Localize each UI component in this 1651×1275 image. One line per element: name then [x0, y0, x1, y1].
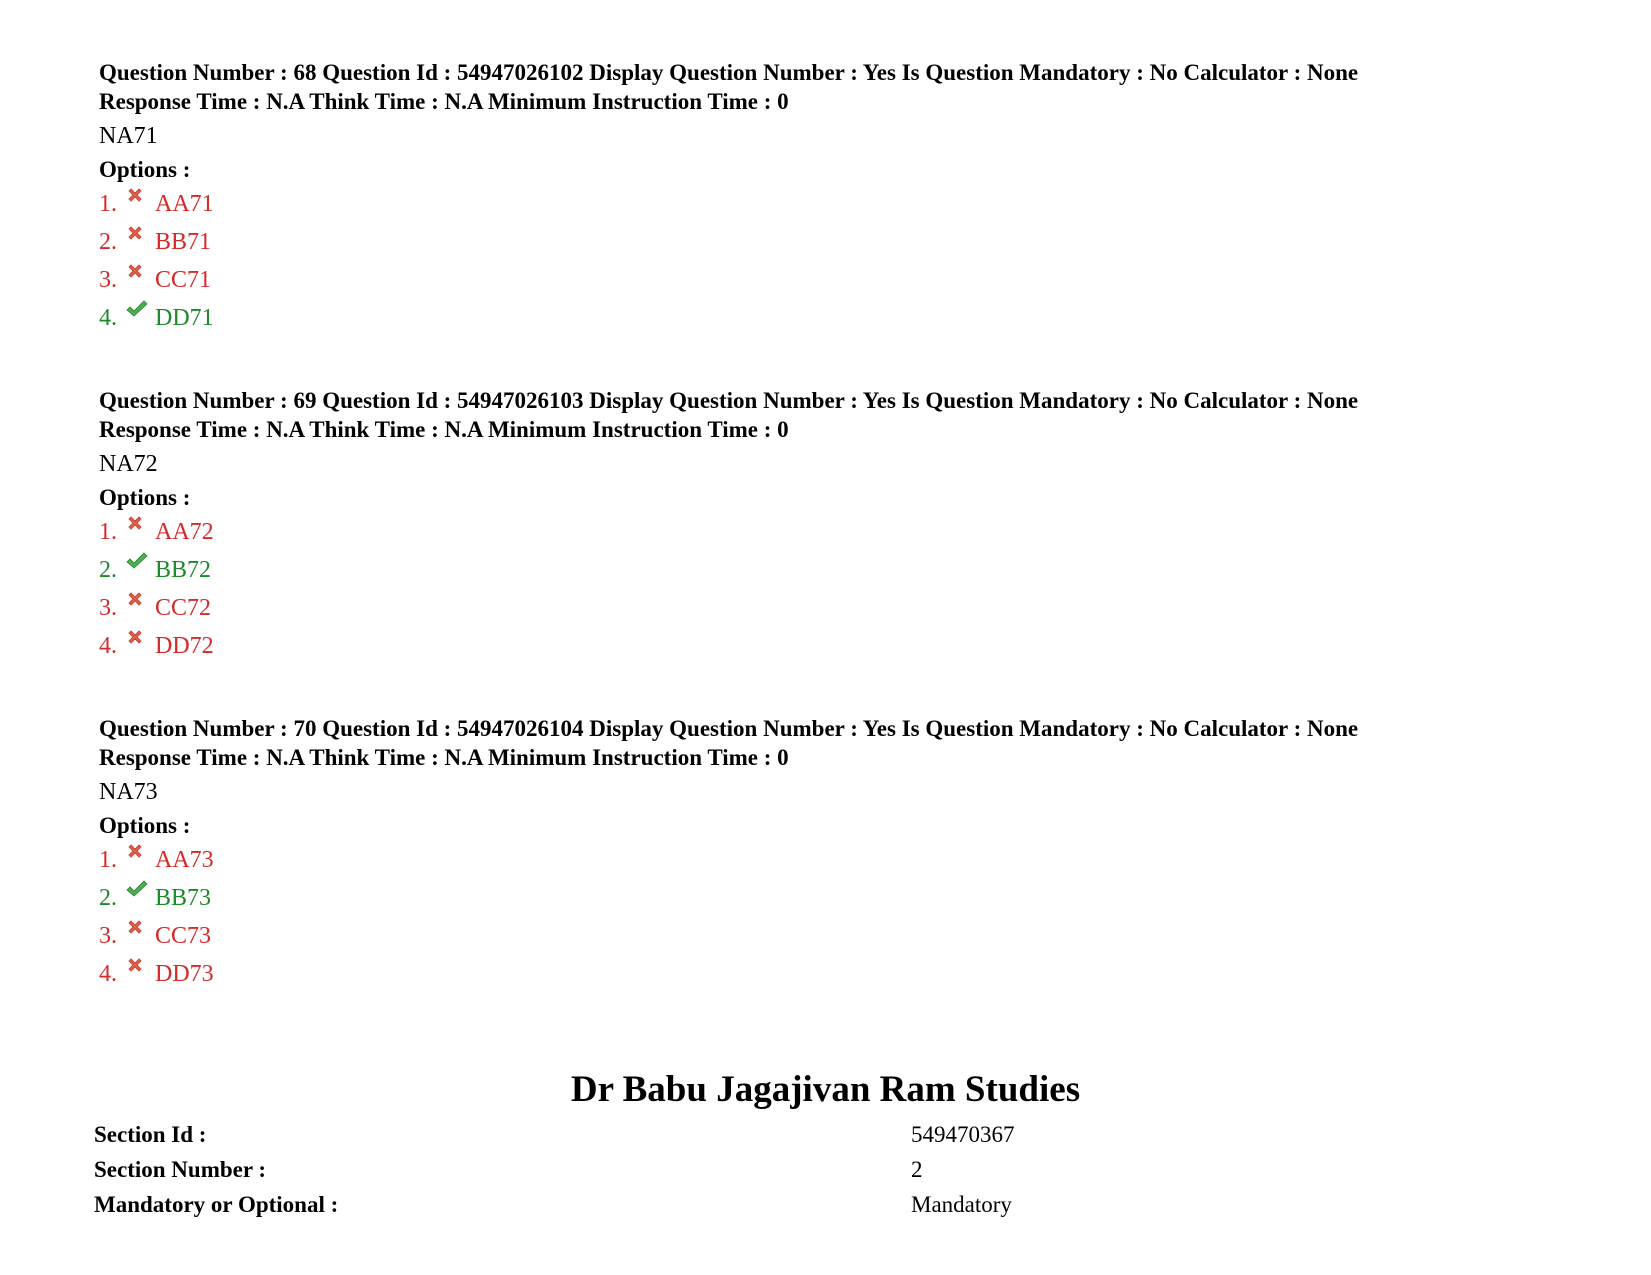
option-text: AA73 — [155, 847, 214, 873]
option-item — [99, 551, 1579, 589]
question-meta-line1: Question Number : 68 Question Id : 54947026102 Display Question Number : Yes Is Question Mandatory : No Calculator : None — [99, 60, 1359, 85]
option-number: 1. — [99, 519, 117, 545]
cross-icon — [125, 519, 155, 545]
question-meta-line2: Response Time : N.A Think Time : N.A Minimum Instruction Time : 0 — [99, 745, 789, 770]
option-text: AA72 — [155, 519, 214, 545]
option-text: DD73 — [155, 961, 214, 987]
cross-icon — [125, 633, 155, 659]
option-number: 2. — [99, 229, 117, 255]
question-meta-line1: Question Number : 70 Question Id : 54947026104 Display Question Number : Yes Is Question Mandatory : No Calculator : None — [99, 716, 1359, 741]
question-meta-line2: Response Time : N.A Think Time : N.A Minimum Instruction Time : 0 — [99, 417, 789, 442]
option-text: DD72 — [155, 633, 214, 659]
question-meta-line1: Question Number : 69 Question Id : 54947026103 Display Question Number : Yes Is Question Mandatory : No Calculator : None — [99, 388, 1359, 413]
question-text: NA71 — [99, 123, 158, 149]
option-text: CC73 — [155, 923, 212, 949]
option-text: AA71 — [155, 191, 214, 217]
option-item — [99, 261, 1579, 299]
option-text: BB71 — [155, 229, 212, 255]
check-icon — [125, 305, 155, 331]
options-label: Options : — [99, 485, 191, 510]
option-text: DD71 — [155, 305, 214, 331]
option-number: 3. — [99, 923, 117, 949]
cross-icon — [125, 191, 155, 217]
section-title: Dr Babu Jagajivan Ram Studies — [570, 1069, 1081, 1110]
cross-icon — [125, 595, 155, 621]
section-number-value: 2 — [911, 1157, 923, 1182]
option-text: CC72 — [155, 595, 212, 621]
cross-icon — [125, 961, 155, 987]
option-number: 4. — [99, 961, 117, 987]
options-list — [99, 841, 1579, 993]
option-number: 4. — [99, 305, 117, 331]
question-block — [99, 58, 1579, 337]
option-item — [99, 917, 1579, 955]
option-number: 1. — [99, 847, 117, 873]
section-id-value: 549470367 — [911, 1122, 1015, 1147]
question-meta-line2: Response Time : N.A Think Time : N.A Minimum Instruction Time : 0 — [99, 89, 789, 114]
option-number: 3. — [99, 595, 117, 621]
option-item — [99, 299, 1579, 337]
check-icon — [125, 885, 155, 911]
options-label: Options : — [99, 157, 191, 182]
option-text: BB72 — [155, 557, 212, 583]
option-number: 4. — [99, 633, 117, 659]
option-item — [99, 513, 1579, 551]
option-number: 2. — [99, 885, 117, 911]
option-item — [99, 955, 1579, 993]
question-text: NA73 — [99, 779, 158, 805]
cross-icon — [125, 847, 155, 873]
option-text: BB73 — [155, 885, 212, 911]
mandatory-or-optional-label: Mandatory or Optional : — [94, 1192, 339, 1217]
option-text: CC71 — [155, 267, 212, 293]
options-list — [99, 185, 1579, 337]
options-label: Options : — [99, 813, 191, 838]
option-number: 3. — [99, 267, 117, 293]
question-text: NA72 — [99, 451, 158, 477]
mandatory-or-optional-value: Mandatory — [911, 1192, 1012, 1217]
question-block — [99, 714, 1579, 993]
option-item — [99, 879, 1579, 917]
question-block — [99, 386, 1579, 665]
cross-icon — [125, 923, 155, 949]
section-id-label: Section Id : — [94, 1122, 207, 1147]
option-item — [99, 185, 1579, 223]
option-number: 1. — [99, 191, 117, 217]
option-item — [99, 589, 1579, 627]
option-number: 2. — [99, 557, 117, 583]
options-list — [99, 513, 1579, 665]
cross-icon — [125, 267, 155, 293]
section-number-label: Section Number : — [94, 1157, 267, 1182]
cross-icon — [125, 229, 155, 255]
option-item — [99, 223, 1579, 261]
check-icon — [125, 557, 155, 583]
option-item — [99, 627, 1579, 665]
option-item — [99, 841, 1579, 879]
